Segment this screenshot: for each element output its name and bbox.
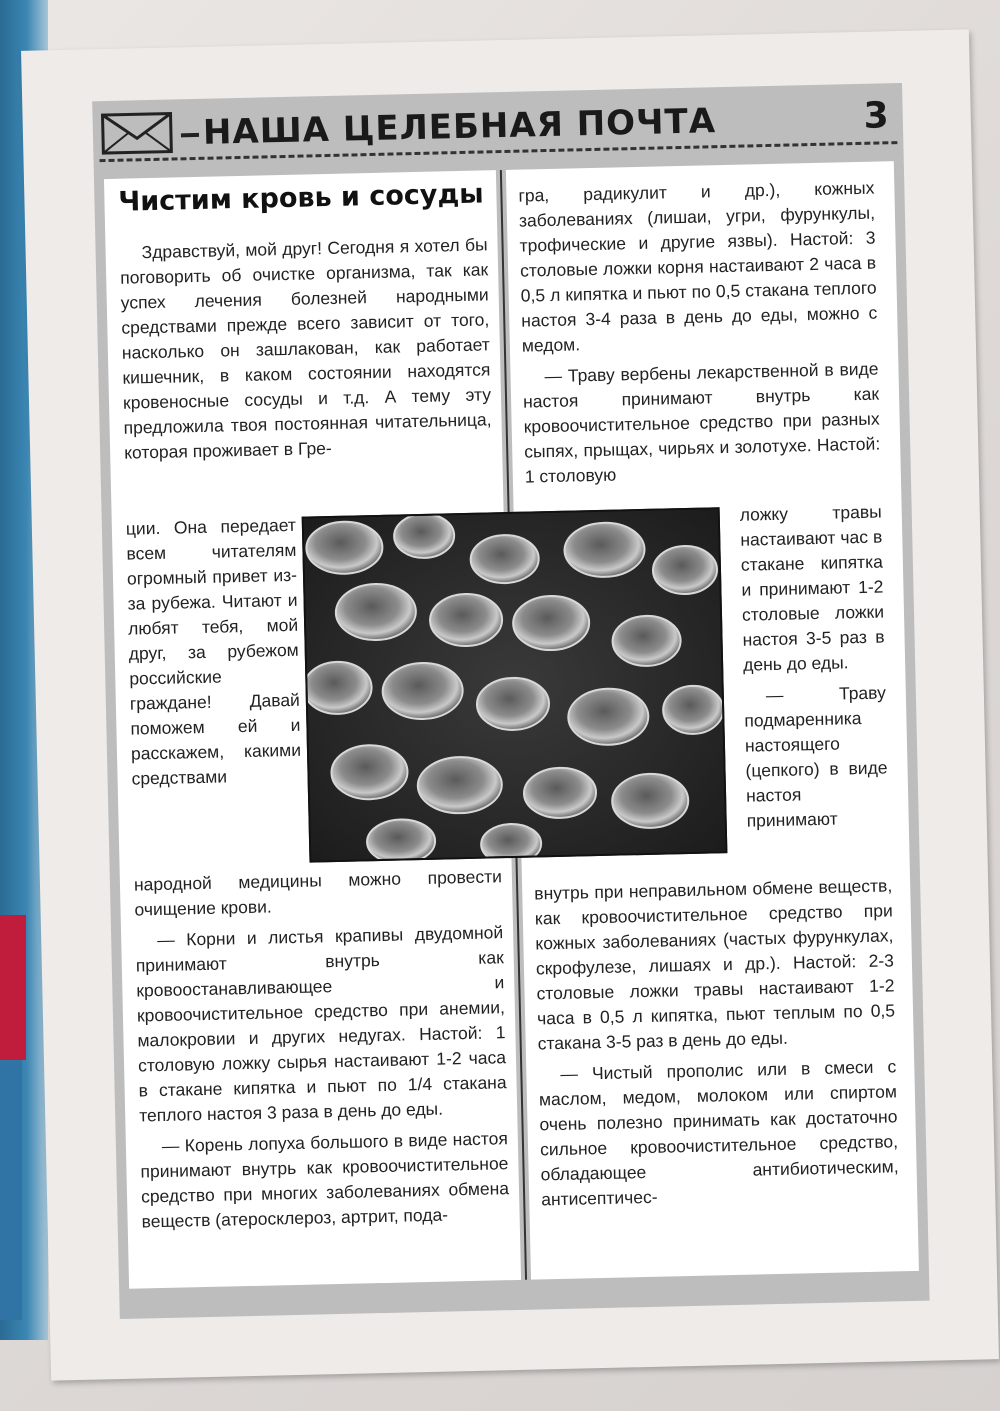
verbena-wrap-paragraph: ложку травы настаивают час в стакане кипятка и принимают 1-2 столовые ложки настоя 3-5 раз в день до еды. [739,501,885,675]
page-frame [92,83,929,1319]
bedstraw-rest-paragraph: внутрь при неправильном обмене веществ, как кровоочистительное средство при кожных заболеваниях (частых фурункулах, скрофулезе, лишаях и др.). Настой: 2-3 столовые ложки травы настаивают 1-2 часа в 0,5 л кипятка, пьют теплым по 0,5 стакана 3-5 раз в день до еды. [534,875,896,1054]
article-headline: Чистим кровь и сосуды [118,178,485,218]
section-header [92,83,903,175]
blood-cells-illustration [304,509,726,860]
burdock-paragraph: — Корень лопуха большого в виде настоя принимают внутрь как кровоочистительное средство при многих заболеваниях обмена веществ (атеросклероз, артрит, пода- [140,1128,510,1232]
lead-paragraph: Здравствуй, мой друг! Сегодня я хотел бы поговорить об очистке организма, так как успех лечения болезней народными средствами прежде всего зависит от того, насколько он зашлакован, как работает кишечник, в каком состоянии находятся кровеносные сосуды и т.д. А тему эту предложила твоя постоянная читательница, которая проживает в Гре- [119,234,492,463]
propolis-paragraph: — Чистый прополис или в смеси с маслом, медом, молоком или спиртом очень полезно принимать как достаточно сильное кровоочистительное средство, обладающее антибиотическим, антисептичес- [538,1056,899,1210]
page-number: 3 [863,95,890,137]
wrap-text-left [126,513,302,798]
right-lower-text [534,873,900,1218]
title-dash [181,133,199,137]
cover-blue-stripe [0,1060,22,1320]
wrap-left-paragraph: ции. Она передает всем читателям огромный привет из-за рубежа. Читают и любят тебя, мой друг, за рубежом российские граждане! Давай поможем ей и расскажем, какими средствами [125,514,302,789]
nettle-paragraph: — Корни и листья крапивы двудомной принимают внутрь как кровоостанавливающее и кровоочистительное средство при анемии, малокровии и других недугах. Настой: 1 столовую ложку сырья настаивают 1-2 часа в стакане кипятка и пьют по 1/4 стакана теплого настоя 3 раза в день до еды. [135,922,507,1126]
article-lead [119,232,492,471]
wrap-text-right [739,500,889,840]
envelope-icon [100,108,173,160]
magazine-page [21,29,999,1380]
right-upper-text [518,176,881,496]
section-title: НАША ЦЕЛЕБНАЯ ПОЧТА [202,101,717,153]
bedstraw-wrap-paragraph: — Траву подмаренника настоящего (цепкого) в виде настоя принимают [744,682,888,831]
cover-red-stripe [0,915,26,1060]
left-continue-paragraph: народной медицины можно провести очищение крови. [133,866,503,920]
left-lower-text [134,864,510,1240]
blood-cells-photo [302,507,728,862]
verbena-paragraph: — Траву вербены лекарственной в виде настоя принимают внутрь как кровоочистительное средство при разных сыпях, прыщах, чирьях и золотухе. Настой: 1 столовую [522,358,881,487]
burdock-end-paragraph: гра, радикулит и др.), кожных заболеваниях (лишаи, угри, фурункулы, трофические и другие язвы). Настой: 3 столовые ложки корня настаивают 2 часа в 0,5 л кипятка и пьют по 0,5 стакана теплого настоя 3-4 раза в день до еды, можно с медом. [518,177,878,356]
